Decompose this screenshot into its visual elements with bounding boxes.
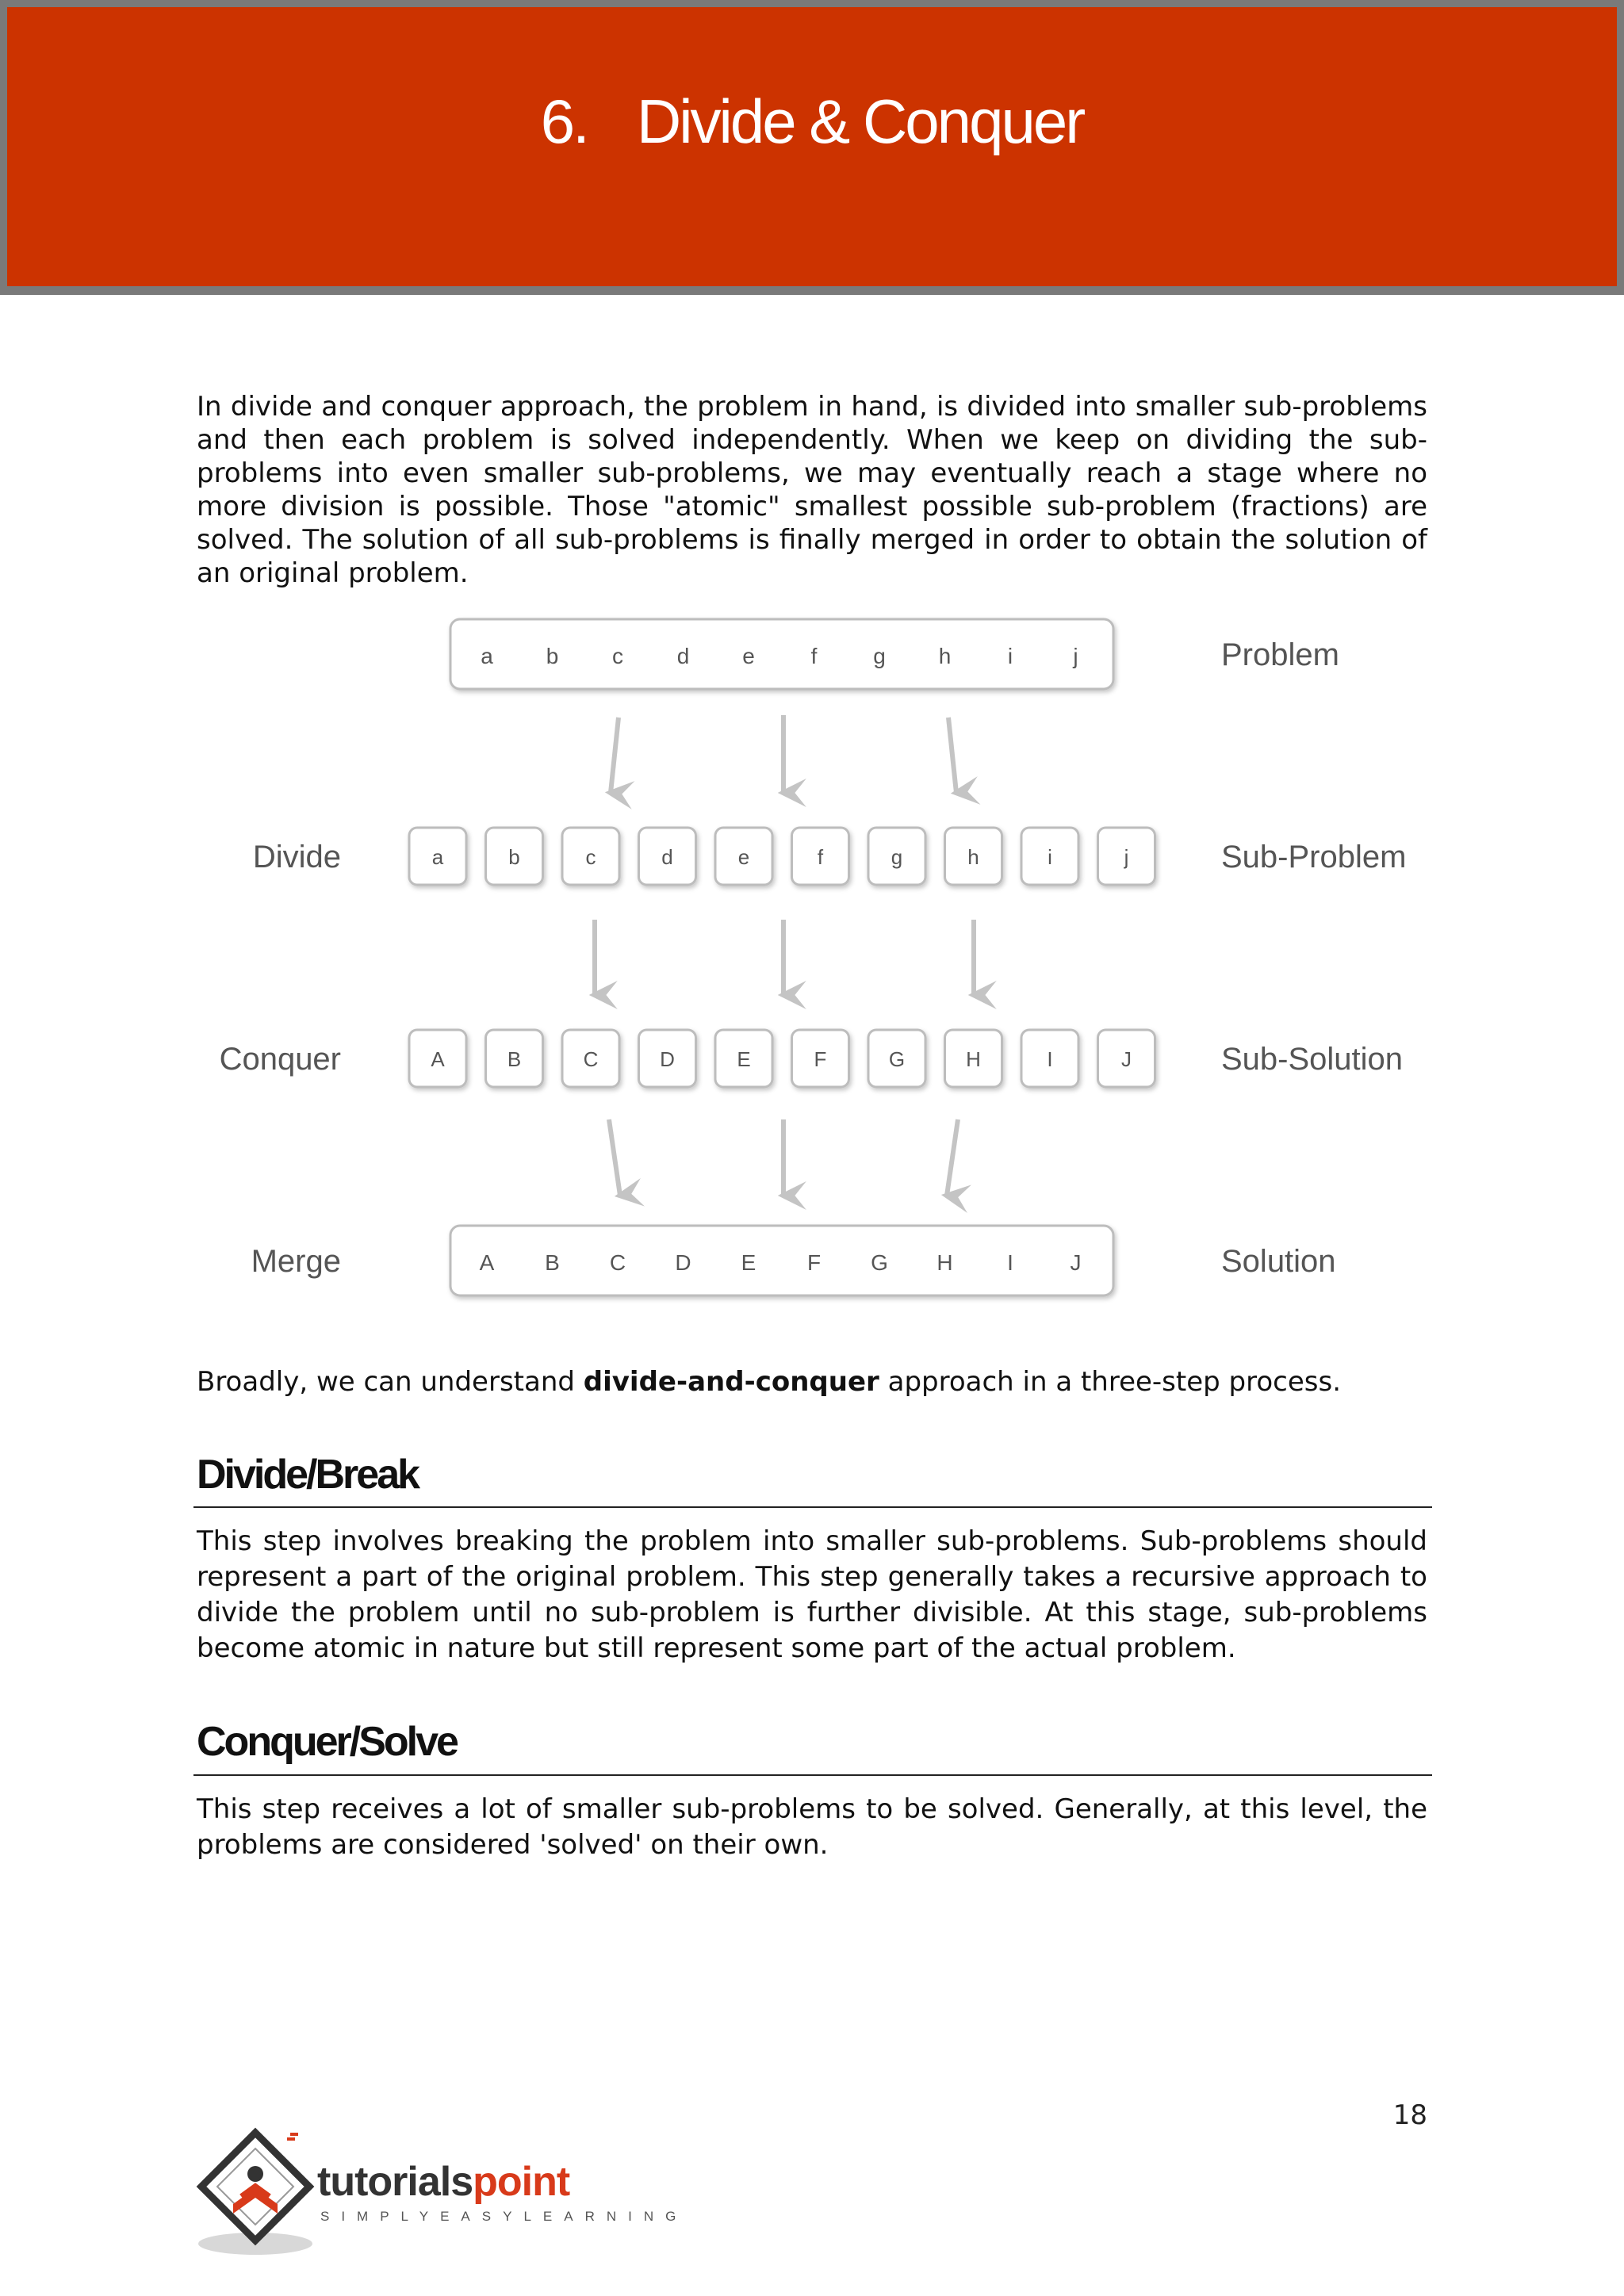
diagram-letter: d	[676, 644, 690, 668]
diagram-letter: B	[545, 1250, 560, 1275]
diagram-right-label: Solution	[1221, 1244, 1336, 1279]
diagram-letter: a	[481, 644, 493, 668]
chapter-title	[0, 86, 1624, 158]
diagram-letter: a	[431, 845, 444, 869]
section-heading-divide: Divide/Break	[197, 1452, 419, 1498]
section-heading-conquer: Conquer/Solve	[197, 1719, 457, 1765]
divide-conquer-diagram	[0, 603, 1624, 1316]
diagram-arrow	[609, 1119, 620, 1196]
section-body-conquer: This step receives a lot of smaller sub-problems to be solved. Generally, at this level, the problems are considered 'solved' on their own.	[197, 1793, 1427, 1861]
chapter-title-text: Divide & Conquer	[636, 86, 1084, 156]
diagram-left-label: Merge	[251, 1244, 341, 1279]
chapter-banner	[0, 0, 1624, 295]
diagram-letter: h	[938, 644, 952, 668]
diagram-letter: c	[612, 644, 623, 668]
diagram-letter: E	[741, 1250, 756, 1275]
logo-word-part1: tutorials	[317, 2159, 473, 2205]
diagram-letter: A	[479, 1250, 495, 1275]
logo-tagline: SIMPLYEASYLEARNING	[320, 2209, 688, 2224]
diagram-letter: h	[967, 845, 979, 869]
section-body-divide: This step involves breaking the problem into smaller sub-problems. Sub-problems should represent a part of the original problem. This step generally takes a recursive approach to divide the problem until no sub-problem is further divisible. At this stage, sub-problems become atomic in nature but still represent some part of the actual problem.	[197, 1525, 1427, 1664]
diagram-letter: I	[1047, 1047, 1053, 1071]
diagram-letter: i	[1048, 845, 1052, 869]
diagram-letter: J	[1070, 1250, 1082, 1275]
diagram-letter: d	[661, 845, 673, 869]
diagram-right-label: Sub-Solution	[1221, 1042, 1404, 1077]
diagram-right-label: Problem	[1221, 637, 1339, 672]
diagram-letter: C	[609, 1250, 626, 1275]
logo-wordmark	[317, 2158, 569, 2206]
diagram-letter: g	[891, 845, 903, 869]
diagram-arrow	[947, 1119, 958, 1196]
broadly-text-before: Broadly, we can understand	[197, 1366, 584, 1398]
broadly-bold-term: divide-and-conquer	[583, 1366, 879, 1398]
intro-paragraph: In divide and conquer approach, the problem in hand, is divided into smaller sub-problems and then each problem is solved independently. When we keep on dividing the sub-problems into even smaller sub-problems, we may eventually reach a stage where no more division is possible. Those "atomic" smallest possible sub-problem (fractions) are solved. The solution of all sub-problems is finally merged in order to obtain the solution of an original problem.	[197, 391, 1427, 589]
diagram-letter: j	[1073, 644, 1078, 668]
diagram-letter: I	[1007, 1250, 1013, 1275]
diagram-letter: f	[817, 845, 824, 869]
logo-diamond-icon	[193, 2125, 320, 2260]
diagram-letter: e	[742, 644, 755, 668]
diagram-letter: G	[871, 1250, 888, 1275]
diagram-arrow	[611, 718, 619, 793]
diagram-letter: f	[810, 644, 818, 668]
diagram-letter: j	[1124, 845, 1129, 869]
tutorialspoint-logo	[193, 2125, 688, 2260]
diagram-letter: J	[1121, 1047, 1132, 1071]
diagram-letter: G	[888, 1047, 906, 1071]
diagram-letter: H	[936, 1250, 953, 1275]
diagram-letter: B	[507, 1047, 522, 1071]
diagram-letter: b	[546, 644, 559, 668]
broadly-text-after: approach in a three-step process.	[879, 1366, 1341, 1398]
diagram-letter: F	[806, 1250, 822, 1275]
diagram-right-label: Sub-Problem	[1221, 840, 1407, 874]
diagram-letter: H	[966, 1047, 981, 1071]
diagram-letter: g	[873, 644, 886, 668]
diagram-letter: C	[583, 1047, 599, 1071]
diagram-letter: E	[737, 1047, 751, 1071]
diagram-letter: b	[508, 845, 520, 869]
diagram-letter: D	[660, 1047, 675, 1071]
diagram-letter: F	[814, 1047, 827, 1071]
section-rule-divide	[193, 1506, 1432, 1508]
diagram-left-label: Conquer	[219, 1042, 341, 1077]
section-rule-conquer	[193, 1774, 1432, 1776]
diagram-letter: e	[737, 845, 750, 869]
page-number: 18	[1392, 2099, 1427, 2131]
diagram-letter: A	[431, 1047, 445, 1071]
diagram-letter: c	[585, 845, 596, 869]
diagram-arrow	[948, 718, 956, 793]
chapter-number: 6.	[540, 86, 588, 156]
diagram-left-label: Divide	[252, 840, 341, 874]
diagram-letter: D	[675, 1250, 691, 1275]
broadly-paragraph	[197, 1365, 1427, 1399]
diagram-letter: i	[1007, 644, 1013, 668]
logo-word-part2: point	[473, 2159, 570, 2205]
